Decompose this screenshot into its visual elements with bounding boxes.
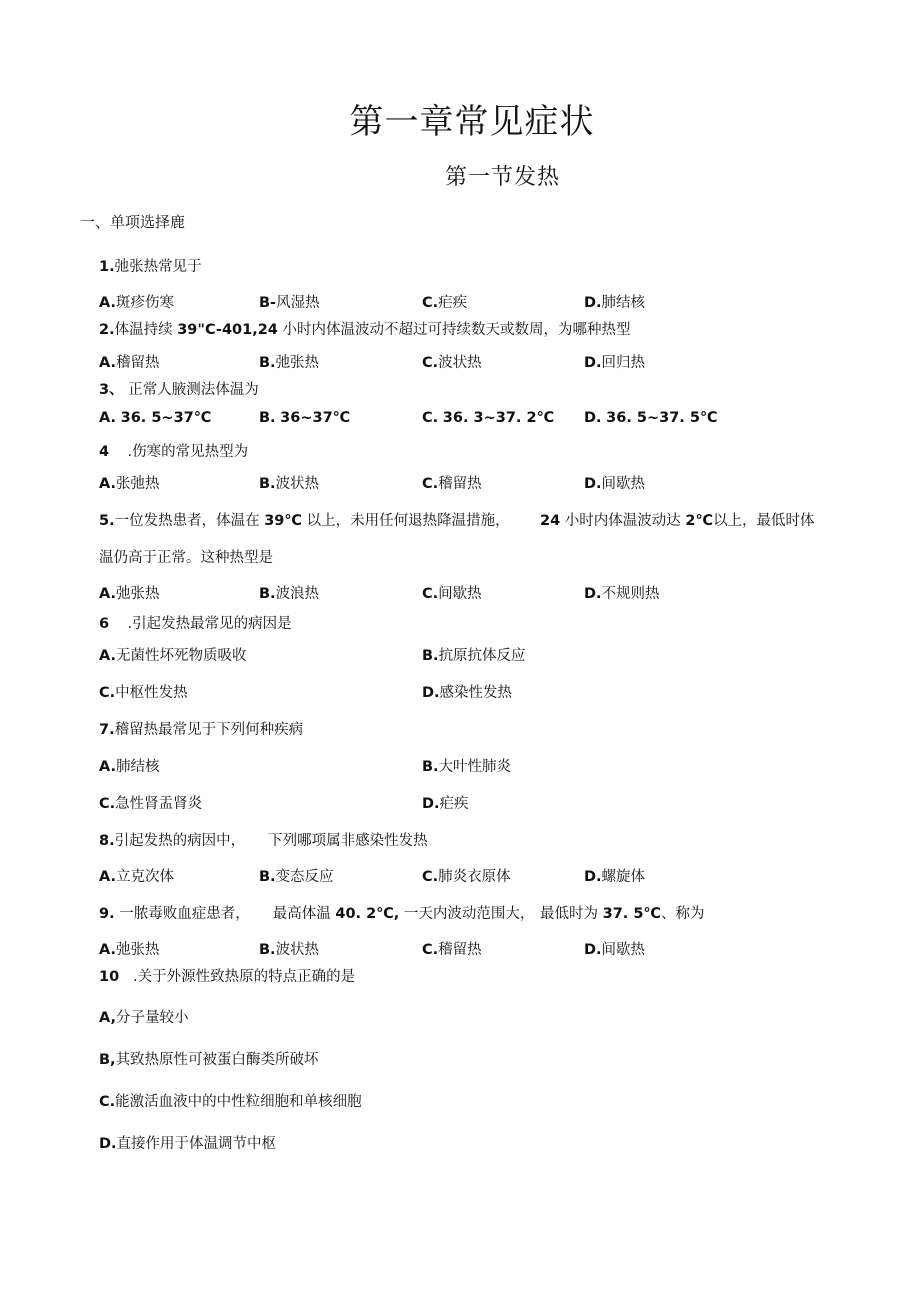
q9-option-b[interactable]: B.波状热 <box>259 942 320 958</box>
q6-option-d[interactable]: D.感染性发热 <box>422 685 513 701</box>
q5-option-d[interactable]: D.不规则热 <box>584 586 660 602</box>
q7-option-a[interactable]: A.肺结核 <box>99 759 160 775</box>
q7-option-b[interactable]: B.大叶性肺炎 <box>422 759 512 775</box>
q8-option-b[interactable]: B.变态反应 <box>259 869 334 885</box>
q5-option-b[interactable]: B.波浪热 <box>259 586 320 602</box>
question-5: 5.一位发热患者，体温在 39℃ 以上，未用任何退热降温措施， <box>99 513 510 529</box>
question-5-cont: 24 小时内体温波动达 2℃以上，最低时体 <box>540 513 815 529</box>
question-4: 4 .伤寒的常见热型为 <box>99 444 249 460</box>
q10-option-c[interactable]: C.能激活血液中的中性粒细胞和单核细胞 <box>99 1094 362 1110</box>
q8-option-d[interactable]: D.螺旋体 <box>584 869 646 885</box>
q1-option-c[interactable]: C.疟疾 <box>422 295 468 311</box>
q7-option-c[interactable]: C.急性肾盂肾炎 <box>99 796 203 812</box>
q2-option-b[interactable]: B.弛张热 <box>259 355 320 371</box>
question-5-line2: 温仍高于正常。这种热型是 <box>99 550 273 566</box>
q2-option-a[interactable]: A.稽留热 <box>99 355 160 371</box>
q6-option-b[interactable]: B.抗原抗体反应 <box>422 648 526 664</box>
q7-option-d[interactable]: D.疟疾 <box>422 796 469 812</box>
q1-option-a[interactable]: A.斑疹伤寒 <box>99 295 174 311</box>
q10-option-a[interactable]: A,分子量较小 <box>99 1010 189 1026</box>
q9-option-d[interactable]: D.间歇热 <box>584 942 646 958</box>
q3-option-d[interactable]: D. 36. 5~37. 5℃ <box>584 410 718 426</box>
question-9-cont: 最低时为 37. 5℃、称为 <box>540 906 705 922</box>
question-2: 2.体温持续 39"C-401,24 小时内体温波动不超过可持续数天或数周，为哪种热型 <box>99 322 631 338</box>
q2-option-c[interactable]: C.波状热 <box>422 355 482 371</box>
question-8: 8.引起发热的病因中， 下列哪项属非感染性发热 <box>99 833 428 849</box>
q6-option-c[interactable]: C.中枢性发热 <box>99 685 188 701</box>
question-7: 7.稽留热最常见于下列何种疾病 <box>99 722 304 738</box>
q3-option-c[interactable]: C. 36. 3~37. 2℃ <box>422 410 555 426</box>
q4-option-b[interactable]: B.波状热 <box>259 476 320 492</box>
q6-option-a[interactable]: A.无菌性坏死物质吸收 <box>99 648 247 664</box>
q9-option-c[interactable]: C.稽留热 <box>422 942 482 958</box>
q5-option-a[interactable]: A.弛张热 <box>99 586 160 602</box>
page-title: 第一章常见症状 <box>349 102 595 142</box>
q3-option-b[interactable]: B. 36~37℃ <box>259 410 351 426</box>
section-subtitle: 第一节发热 <box>445 165 561 190</box>
q5-option-c[interactable]: C.间歇热 <box>422 586 482 602</box>
q8-option-c[interactable]: C.肺炎衣原体 <box>422 869 511 885</box>
q9-option-a[interactable]: A.弛张热 <box>99 942 160 958</box>
q10-option-d[interactable]: D.直接作用于体温调节中枢 <box>99 1136 277 1152</box>
section-heading: 一、单项选择鹿 <box>80 213 186 231</box>
q1-option-b[interactable]: B-风湿热 <box>259 295 320 311</box>
q1-option-d[interactable]: D.肺结核 <box>584 295 646 311</box>
question-1: 1.弛张热常见于 <box>99 259 202 275</box>
q4-option-c[interactable]: C.稽留热 <box>422 476 482 492</box>
q2-option-d[interactable]: D.回归热 <box>584 355 646 371</box>
q8-option-a[interactable]: A.立克次体 <box>99 869 174 885</box>
question-3: 3、 正常人腋测法体温为 <box>99 382 259 398</box>
question-9: 9. 一脓毒败血症患者， 最高体温 40. 2℃, 一天内波动范围大， <box>99 906 535 922</box>
q10-option-b[interactable]: B,其致热原性可被蛋白酶类所破坏 <box>99 1052 319 1068</box>
q4-option-d[interactable]: D.间歇热 <box>584 476 646 492</box>
question-10: 10 .关于外源性致热原的特点正确的是 <box>99 969 356 985</box>
q3-option-a[interactable]: A. 36. 5~37℃ <box>99 410 212 426</box>
question-6: 6 .引起发热最常见的病因是 <box>99 616 292 632</box>
q4-option-a[interactable]: A.张弛热 <box>99 476 160 492</box>
